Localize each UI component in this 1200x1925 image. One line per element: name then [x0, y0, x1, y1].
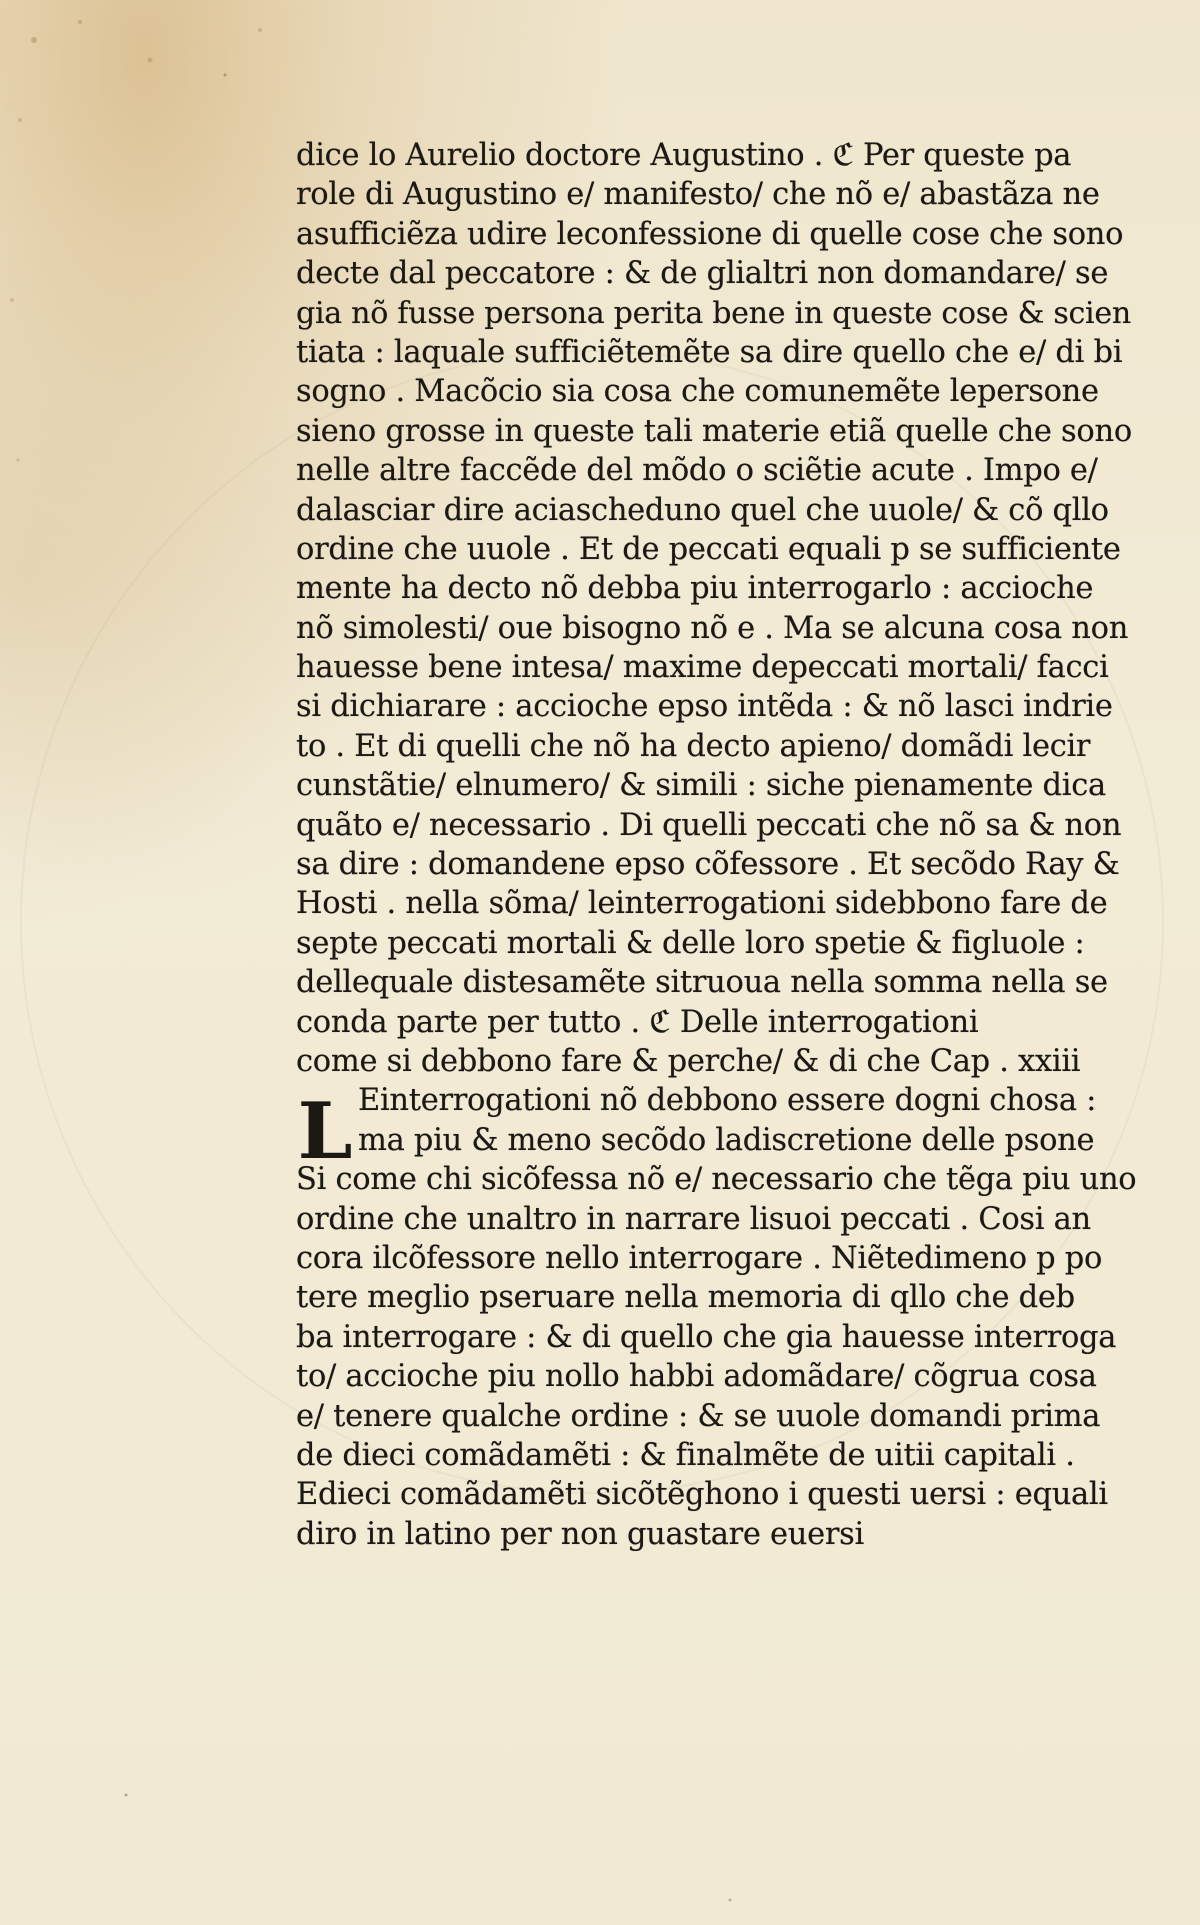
text-line: gia nõ fusse persona perita bene in queste cose & scien	[296, 295, 1131, 331]
text-line: nõ simolesti/ oue bisogno nõ e . Ma se alcuna cosa non	[296, 610, 1129, 646]
text-line: dellequale distesamẽte sitruoua nella somma nella se	[296, 965, 1108, 1001]
text-line: ordine che uuole . Et de peccati equali p se sufficiente	[296, 531, 1121, 567]
text-line: role di Augustino e/ manifesto/ che nõ e/ abastãza ne	[296, 177, 1100, 213]
text-line: ba interrogare : & di quello che gia hauesse interroga	[296, 1319, 1117, 1355]
text-line: e/ tenere qualche ordine : & se uuole domandi prima	[296, 1398, 1101, 1434]
chapter-heading: come si debbono fare & perche/ & di che Cap . xxiii	[296, 1043, 1081, 1079]
text-line: ordine che unaltro in narrare lisuoi peccati . Cosi an	[296, 1201, 1091, 1237]
text-line: to/ accioche piu nollo habbi adomãdare/ cõgrua cosa	[296, 1359, 1097, 1395]
text-block	[296, 136, 1136, 1554]
text-line: Edieci comãdamẽti sicõtẽghono i questi uersi : equali	[296, 1477, 1108, 1513]
text-line: si dichiarare : accioche epso intẽda : & nõ lasci indrie	[296, 689, 1113, 725]
text-line: mente ha decto nõ debba piu interrogarlo : accioche	[296, 571, 1094, 607]
text-line: Si come chi sicõfessa nõ e/ necessario che tẽga piu uno	[296, 1162, 1137, 1198]
text-line: dalasciar dire aciascheduno quel che uuole/ & cõ qllo	[296, 492, 1109, 528]
text-line: Hosti . nella sõma/ leinterrogationi sidebbono fare de	[296, 886, 1108, 922]
text-line: asufficiẽza udire leconfessione di quelle cose che sono	[296, 216, 1124, 252]
text-line: sieno grosse in queste tali materie etiã quelle che sono	[296, 413, 1132, 449]
text-line: nelle altre faccẽde del mõdo o sciẽtie acute . Impo e/	[296, 453, 1098, 489]
text-line: sogno . Macõcio sia cosa che comunemẽte lepersone	[296, 374, 1099, 410]
text-line: tere meglio pseruare nella memoria di qllo che deb	[296, 1280, 1075, 1316]
text-line: dice lo Aurelio doctore Augustino . ℭ Per queste pa	[296, 138, 1072, 173]
text-line: ma piu & meno secõdo ladiscretione delle psone	[358, 1122, 1095, 1158]
text-line: cora ilcõfessore nello interrogare . Niẽtedimeno p po	[296, 1240, 1103, 1276]
text-line: quãto e/ necessario . Di quelli peccati che nõ sa & non	[296, 807, 1122, 843]
drop-initial: L	[297, 1086, 353, 1177]
text-line: hauesse bene intesa/ maxime depeccati mortali/ facci	[296, 650, 1109, 686]
text-line: de dieci comãdamẽti : & finalmẽte de uitii capitali .	[296, 1437, 1075, 1473]
text-line: cunstãtie/ elnumero/ & simili : siche pienamente dica	[296, 768, 1106, 804]
text-line: to . Et di quelli che nõ ha decto apieno/ domãdi lecir	[296, 728, 1091, 764]
text-line: Einterrogationi nõ debbono essere dogni chosa :	[358, 1083, 1097, 1119]
text-line: tiata : laquale sufficiẽtemẽte sa dire quello che e/ di bi	[296, 334, 1123, 370]
text-line: conda parte per tutto . ℭ Delle interrogationi	[296, 1004, 979, 1040]
text-line: sa dire : domandene epso cõfessore . Et secõdo Ray &	[296, 847, 1120, 883]
text-line: septe peccati mortali & delle loro spetie & figluole :	[296, 925, 1085, 961]
text-line: diro in latino per non guastare euersi	[296, 1516, 864, 1552]
text-line: decte dal peccatore : & de glialtri non domandare/ se	[296, 256, 1109, 292]
